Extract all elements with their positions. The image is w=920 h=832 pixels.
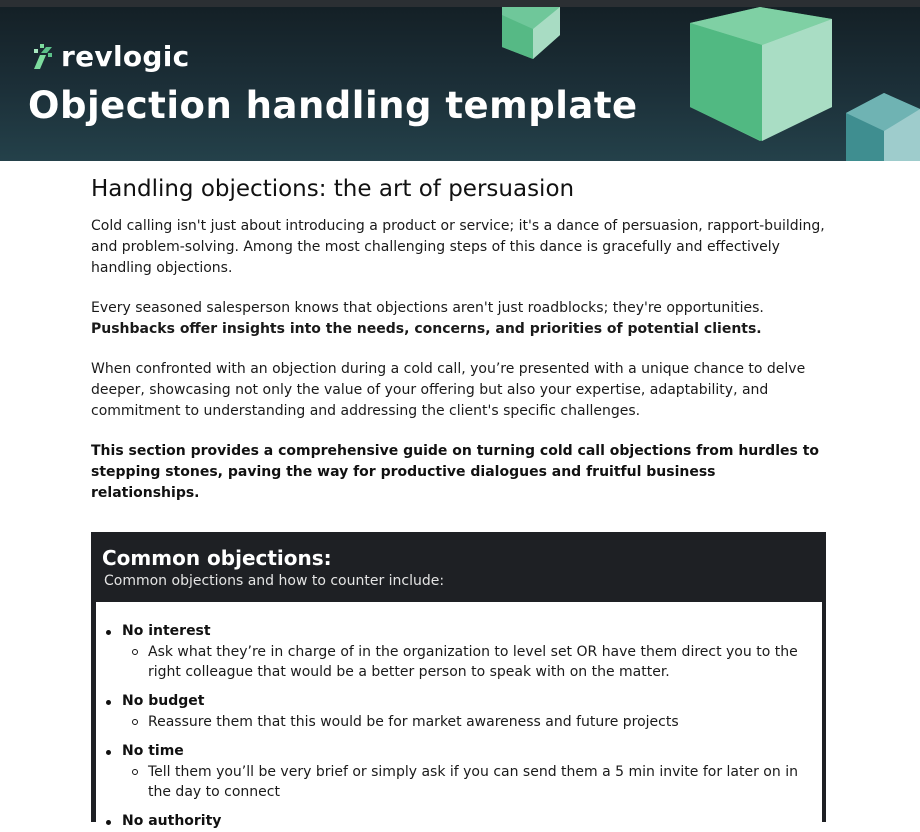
objections-title: Common objections:: [102, 546, 332, 570]
objection-name: No budget: [122, 693, 205, 709]
objection-item: [104, 812, 810, 830]
page-title: Objection handling template: [28, 84, 638, 127]
counter-list: [122, 642, 810, 682]
logo-text: revlogic: [61, 40, 190, 73]
cube-teal-icon: [846, 93, 920, 161]
objections-subtitle: Common objections and how to counter include:: [104, 573, 445, 589]
objection-item: [104, 692, 810, 732]
cube-large-icon: [690, 7, 835, 141]
objection-item: [104, 742, 810, 802]
objection-name: No authority: [122, 813, 222, 829]
intro-paragraph-3: When confronted with an objection during a cold call, you’re presented with a unique chance to delve deeper, showcasing not only the value of your offering but also your expertise, adaptability, and commitment to understanding and addressing the client's specific challenges.: [91, 361, 806, 419]
objection-name: No interest: [122, 623, 211, 639]
objections-list-panel: [96, 602, 822, 832]
paragraph-2-bold: Pushbacks offer insights into the needs, concerns, and priorities of potential clients.: [91, 321, 762, 337]
intro-paragraph-2: [91, 298, 827, 340]
revlogic-logo-icon: [32, 43, 56, 71]
counter-text: Ask what they’re in charge of in the organization to level set OR have them direct you to the right colleague that would be a better person to speak with on the matter.: [122, 642, 810, 682]
top-border: [0, 0, 920, 7]
header-banner: [0, 7, 920, 161]
paragraph-2-text: Every seasoned salesperson knows that objections aren't just roadblocks; they're opportunities.: [91, 300, 764, 316]
objection-item: [104, 622, 810, 682]
intro-section: [91, 176, 827, 523]
counter-text: Reassure them that this would be for market awareness and future projects: [122, 712, 810, 732]
intro-paragraph-4: This section provides a comprehensive guide on turning cold call objections from hurdles to stepping stones, paving the way for productive dialogues and fruitful business relationships.: [91, 443, 820, 501]
section-heading: Handling objections: the art of persuasion: [91, 176, 575, 202]
counter-text: Tell them you’ll be very brief or simply ask if you can send them a 5 min invite for later on in the day to connect: [122, 762, 810, 802]
cube-small-icon: [500, 7, 562, 62]
objections-list: [96, 602, 822, 830]
intro-paragraph-1: Cold calling isn't just about introducing a product or service; it's a dance of persuasion, rapport-building, and problem-solving. Among the most challenging steps of this dance is gracefully and effectively handling objections.: [91, 218, 825, 276]
common-objections-box: [91, 532, 826, 829]
objection-name: No time: [122, 743, 184, 759]
brand-logo[interactable]: [32, 40, 190, 73]
counter-list: [122, 762, 810, 802]
counter-list: [122, 712, 810, 732]
